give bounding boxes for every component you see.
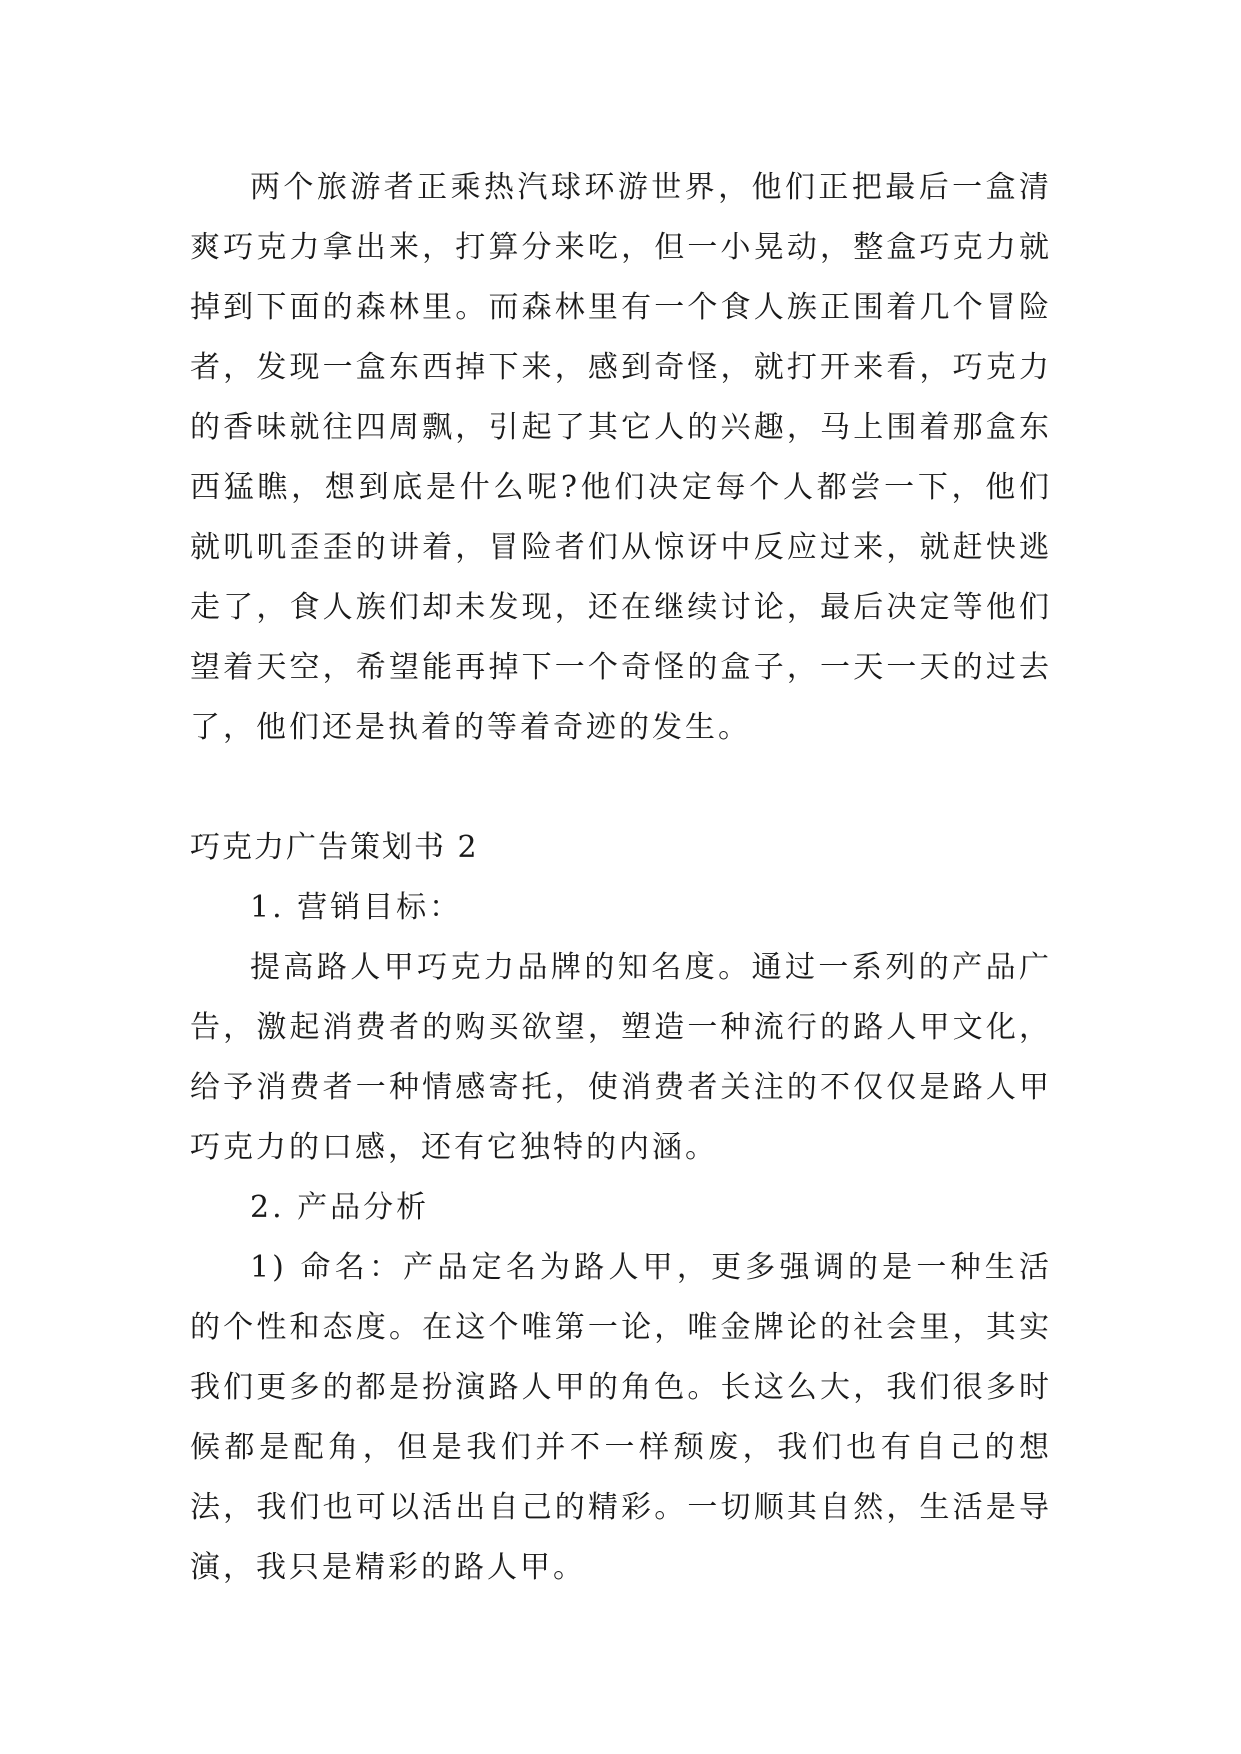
marketing-goal-paragraph: 提高路人甲巧克力品牌的知名度。通过一系列的产品广告，激起消费者的购买欲望，塑造一种流行的路人甲文化，给予消费者一种情感寄托，使消费者关注的不仅仅是路人甲巧克力的口感，还有它独特的内涵。: [190, 950, 1052, 1165]
story-paragraph: 两个旅游者正乘热汽球环游世界，他们正把最后一盒清爽巧克力拿出来，打算分来吃，但一小晃动，整盒巧克力就掉到下面的森林里。而森林里有一个食人族正围着几个冒险者，发现一盒东西掉下来，感到奇怪，就打开来看，巧克力的香味就往四周飘，引起了其它人的兴趣，马上围着那盒东西猛瞧，想到底是什么呢?他们决定每个人都尝一下，他们就叽叽歪歪的讲着，冒险者们从惊讶中反应过来，就赶快逃走了，食人族们却未发现，还在继续讨论，最后决定等他们望着天空，希望能再掉下一个奇怪的盒子，一天一天的过去了，他们还是执着的等着奇迹的发生。: [190, 170, 1052, 745]
marketing-goal-heading: 1. 营销目标：: [250, 890, 463, 925]
section-title: 巧克力广告策划书 2: [190, 830, 479, 865]
product-naming-paragraph: 1) 命名：产品定名为路人甲，更多强调的是一种生活的个性和态度。在这个唯第一论，唯金牌论的社会里，其实我们更多的都是扮演路人甲的角色。长这么大，我们很多时候都是配角，但是我们并不一样颓废，我们也有自己的想法，我们也可以活出自己的精彩。一切顺其自然，生活是导演，我只是精彩的路人甲。: [190, 1250, 1052, 1585]
document-body: [190, 158, 1052, 1598]
product-analysis-heading: 2. 产品分析: [250, 1190, 430, 1225]
